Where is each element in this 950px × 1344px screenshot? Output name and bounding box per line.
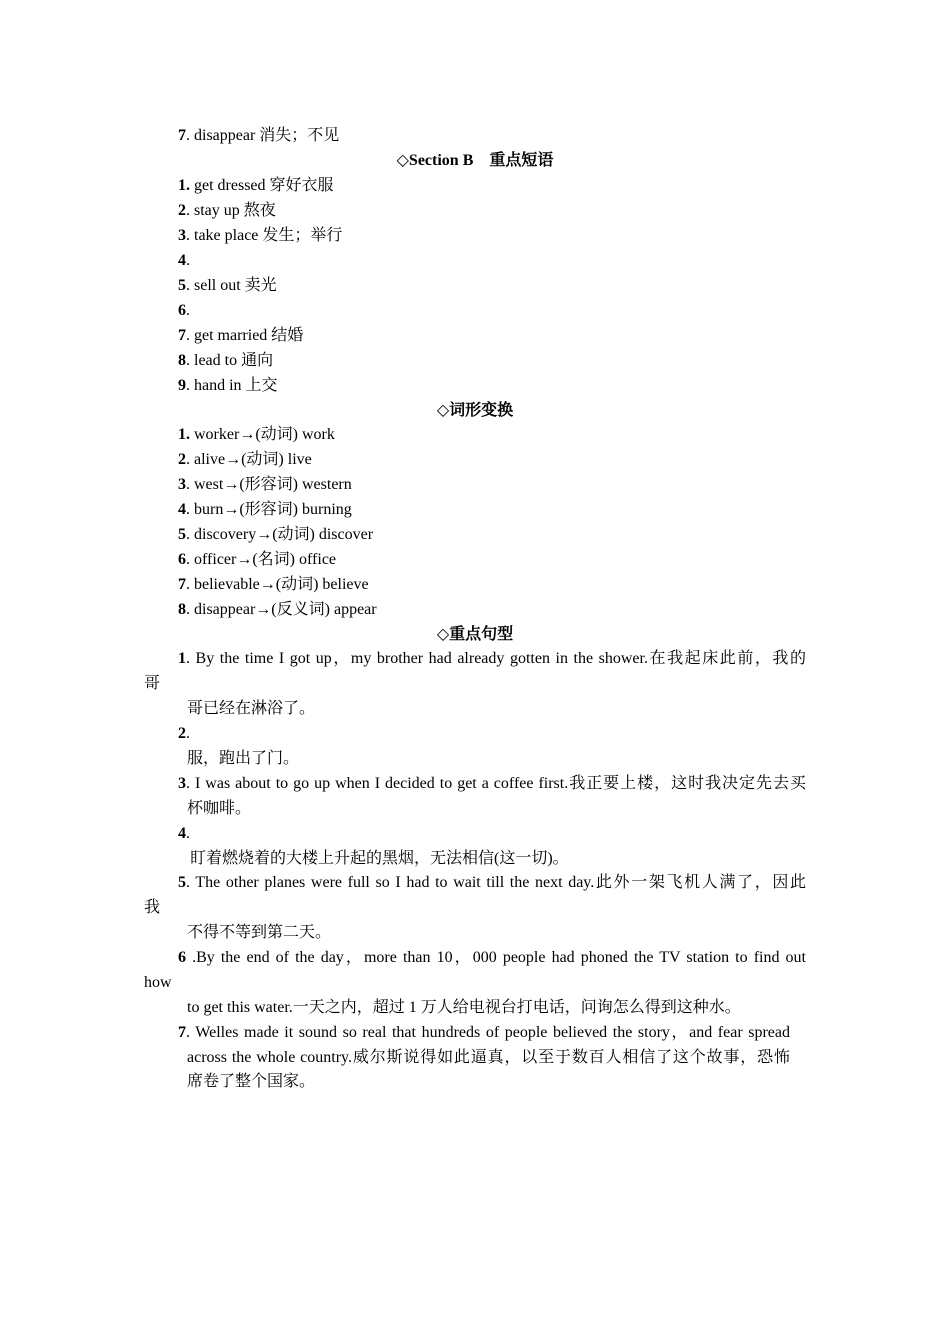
sentence-line: 哥已经在淋浴了。 [187, 700, 316, 717]
phrase-item: 9. hand in 上交 [178, 377, 278, 394]
sentence-item: 5. The other planes were full so I had to wait till the next day.此外一架飞机人满了，因此 [178, 874, 806, 891]
sentence-item: 2. [178, 725, 190, 742]
sentence-item: 4. [178, 825, 190, 842]
sentence-line: 哥 [144, 675, 161, 692]
phrase-item: 2. stay up 熬夜 [178, 202, 276, 219]
sentence-line: across the whole country.威尔斯说得如此逼真，以至于数百人相信了这个故事，恐怖 [187, 1049, 790, 1066]
phrase-item: 4. [178, 252, 190, 269]
list-item: 7. disappear 消失；不见 [178, 127, 340, 144]
sentence-line: 席卷了整个国家。 [187, 1073, 316, 1090]
phrase-item: 5. sell out 卖光 [178, 277, 277, 294]
sentence-item: 3. I was about to go up when I decided to get a coffee first.我正要上楼，这时我决定先去买 [178, 775, 806, 792]
phrase-item: 6. [178, 302, 190, 319]
word-form-item: 5. discovery→(动词) discover [178, 526, 374, 543]
phrase-item: 8. lead to 通向 [178, 352, 274, 369]
sentence-line: 杯咖啡。 [187, 800, 252, 817]
section-heading-sentences: ◇重点句型 [436, 626, 514, 643]
word-form-item: 4. burn→(形容词) burning [178, 501, 352, 518]
sentence-item: 6 .By the end of the day，more than 10，000 people had phoned the TV station to find out [178, 949, 806, 966]
sentence-line: how [144, 974, 172, 991]
sentence-item: 1. By the time I got up，my brother had already gotten in the shower.在我起床此前，我的 [178, 650, 806, 667]
word-form-item: 7. believable→(动词) believe [178, 576, 369, 593]
word-form-item: 8. disappear→(反义词) appear [178, 601, 377, 618]
sentence-line: 服，跑出了门。 [187, 750, 300, 767]
phrase-item: 1. get dressed 穿好衣服 [178, 177, 334, 194]
word-form-item: 1. worker→(动词) work [178, 426, 335, 443]
sentence-line: to get this water.一天之内，超过 1 万人给电视台打电话，问询怎么得到这种水。 [187, 999, 741, 1016]
phrase-item: 3. take place 发生；举行 [178, 227, 343, 244]
word-form-item: 2. alive→(动词) live [178, 451, 312, 468]
section-heading-word-forms: ◇词形变换 [436, 402, 514, 419]
word-form-item: 6. officer→(名词) office [178, 551, 337, 568]
word-form-item: 3. west→(形容词) western [178, 476, 352, 493]
sentence-line: 不得不等到第二天。 [187, 924, 332, 941]
sentence-line: 盯着燃烧着的大楼上升起的黑烟，无法相信(这一切)。 [190, 850, 569, 867]
sentence-item: 7. Welles made it sound so real that hundreds of people believed the story，and fear spread [178, 1024, 790, 1041]
phrase-item: 7. get married 结婚 [178, 327, 304, 344]
section-heading-phrases: ◇Section B 重点短语 [396, 152, 554, 169]
sentence-line: 我 [144, 899, 161, 916]
